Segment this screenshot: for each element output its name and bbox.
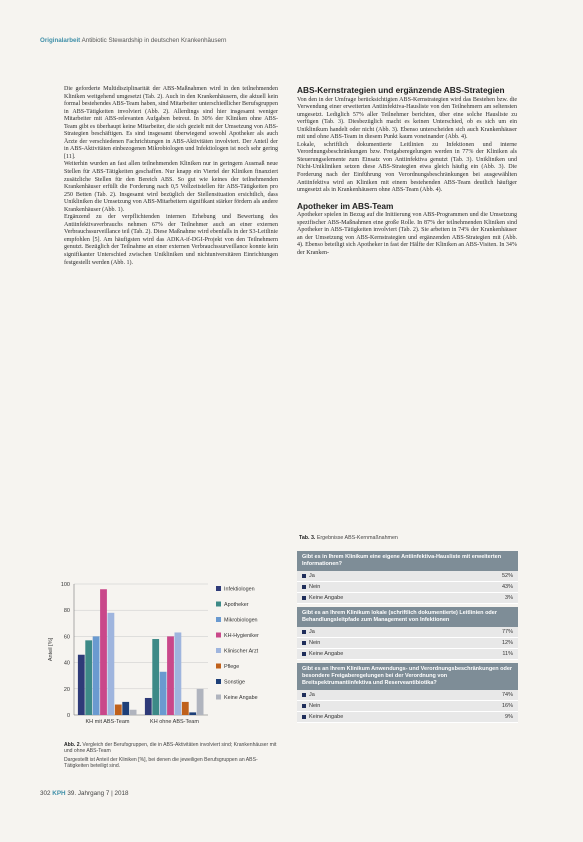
legend-label: Pflege [224,664,240,670]
bar [167,636,174,715]
bar [189,712,196,715]
table-row [297,701,518,712]
y-tick-label: 20 [63,686,70,693]
y-tick-label: 100 [60,582,70,588]
right-column [297,86,517,257]
bar [175,632,182,715]
y-tick-label: 0 [66,713,70,719]
table-row [297,649,518,660]
bar [130,710,137,715]
section-heading: Apotheker im ABS-Team [297,200,394,211]
paragraph: Apotheker spielen in Bezug auf die Initiierung von ABS-Programmen und die Umsetzung spezifischer ABS-Maßnahmen eine große Rolle. In 87% der teilnehmenden Kliniken sind Apotheker in ABS-Tätigkeiten involviert (Tab. 2). Sie arbeiten in 74% der Krankenhäuser an der Umsetzung von ABS-Kernstrategien und ergänzenden ABS-Strategien mit (Abb. 4). Ebenso beteiligt sich Apotheker in fast der Hälfte der Kliniken an ABS-Visiten. In 34% der Kranken- [297,212,517,256]
legend-label: KH-Hygieniker [224,633,259,639]
row-label [302,595,343,601]
row-label-text: Ja [309,573,315,579]
bar [78,655,85,715]
table-caption: Ergebnisse ABS-Kernmaßnahmen [316,535,398,541]
legend-swatch [216,695,221,700]
section-heading: ABS-Kernstrategien und ergänzende ABS-Strategien [297,85,505,95]
row-value: 74% [501,692,513,698]
table-label: Tab. 3. [299,535,316,541]
bar [182,702,189,715]
results-table [297,551,518,723]
paragraph: Weiterhin wurden an fast allen teilnehmenden Kliniken nur in geringem Ausmaß neue Stellen für ABS-Tätigkeiten geschaffen. Nur knapp ein Viertel der Kliniken finanziert zusätzliche Stellen für den Bereich ABS. So gut wie keines der teilnehmenden Krankenhäuser erfüllt die Forderung nach 0,5 Vollzeitstellen für ABS-Tätigkeiten pro 250 Betten (Tab. 2). Insgesamt wird bezüglich der Stellensituation ersichtlich, dass Unikliniken die Umsetzung von ABS-Mitarbeitern signifikant stärker fördern als andere Krankenhäuser (Abb. 1). [64,161,278,213]
row-label-text: Nein [309,640,321,646]
bullet-square-icon [302,693,306,697]
legend-label: Keine Angabe [224,695,258,701]
row-label-text: Nein [309,703,321,709]
bullet-square-icon [302,630,306,634]
table-row [297,690,518,701]
table-question: Gibt es an Ihrem Klinikum lokale (schriftlich dokumentierte) Leitlinien oder Behandlungsleitpfade zum Management von Infektionen [297,607,518,627]
legend-label: Apotheker [224,602,249,608]
legend-swatch [216,633,221,638]
paragraph: Lokale, schriftlich dokumentierte Leitlinien zu Infektionen und interne Verordnungsbeschränkungen bzw. Freigaberegelungen werden in 77% der Kliniken als Steuerungselemente zum Einsatz von Antiinfektiva genutzt (Tab. 3). Unikliniken und Nicht-Unikliniken setzen diese ABS-Strategien etwa gleich häufig ein (Abb. 3). Die Forderung nach der Einführung von Verordnungsbeschränkungen bei ausgewählten Antiinfektiva wird an Kliniken mit einem bestehenden ABS-Team deutlich häufiger umgesetzt als in Krankenhäusern ohne ABS-Team (Abb. 4). [297,141,517,194]
caption-note: Dargestellt ist Anteil der Kliniken [%], bei denen die jeweiligen Berufsgruppen an ABS-Tätigkeiten beteiligt sind. [64,756,258,770]
bullet-square-icon [302,715,306,719]
row-label [302,629,315,635]
row-label [302,692,315,698]
row-label-text: Keine Angabe [309,714,344,720]
bar [145,698,152,715]
table-title [299,535,398,541]
bar [85,640,92,715]
row-label [302,714,343,720]
bullet-square-icon [302,596,306,600]
bar [122,702,129,715]
legend-swatch [216,586,221,591]
table-row [297,593,518,604]
legend-swatch [216,648,221,653]
bar [100,589,107,715]
y-axis-label: Anteil [%] [48,637,54,662]
bullet-square-icon [302,641,306,645]
bar [160,672,167,715]
legend-label: Infektiologen [224,586,255,593]
row-value: 9% [505,714,513,720]
table-row [297,638,518,649]
row-label-text: Nein [309,584,321,590]
bar-chart [40,580,298,740]
row-label [302,703,320,709]
row-label [302,573,315,579]
chart-svg [40,580,298,740]
caption-label: Abb. 2. [64,742,81,748]
bullet-square-icon [302,704,306,708]
bar [93,636,100,715]
bullet-square-icon [302,585,306,589]
page-number: 302 [40,790,51,797]
y-tick-label: 40 [63,660,70,667]
header-topic: Antibiotic Stewardship in deutschen Krankenhäusern [81,37,227,44]
bullet-square-icon [302,574,306,578]
x-tick-label: KH ohne ABS-Team [150,719,199,725]
row-label-text: Keine Angabe [309,595,344,601]
running-header [40,37,226,44]
table-row [297,582,518,593]
table-question: Gibt es an Ihrem Klinikum Anwendungs- und Verordnungsbeschränkungen oder besondere Freigaberegelungen bei der Verordnung von Breitspektrumantiinfektiva und Reserveantibiotika? [297,663,518,690]
y-tick-label: 80 [63,608,70,615]
legend-swatch [216,664,221,669]
row-value: 16% [501,703,513,709]
row-label-text: Ja [309,692,315,698]
row-value: 12% [501,640,513,646]
paragraph: Ergänzend zu der verpflichtenden internen Erhebung und Bewertung des Antiinfektivaverbrauchs nehmen 67% der Teilnehmer auch an einer externen Verbrauchssurveillance teil (Tab. 2). Diese Maßnahme wird ebenfalls in der S3-Leitlinie empfohlen [5]. Am häufigsten wird das ADKA-if-DGI-Projekt von den Teilnehmern genutzt. Bezüglich der Teilnahme an einer externen Verbrauchssurveillance konnte kein signifikanter Unterschied zwischen Unikliniken und nichtuniversitären Einrichtungen festgestellt werden (Abb. 1). [64,214,278,266]
journal-issue: 39. Jahrgang 7 | 2018 [67,790,129,797]
legend-swatch [216,602,221,607]
paragraph: Von den in der Umfrage berücksichtigten ABS-Kernstrategien wird das Bestehen bzw. die Verwendung einer erweiterten Antiinfektiva-Hausliste von den Teilnehmern am seltensten umgesetzt. Lediglich 57% aller Teilnehmer berichten, über eine solche Hausliste zu verfügen (Tab. 3). Diesbezüglich macht es keinen Unterschied, ob es sich um ein Uniklinikum handelt oder nicht (Abb. 3). Ebenso unterscheiden sich auch Krankenhäuser mit und ohne ABS-Team in diesem Punkt kaum voneinander (Abb. 4). [297,96,517,141]
x-tick-label: KH mit ABS-Team [85,719,130,725]
bar [152,639,159,715]
bar [108,613,115,715]
legend-swatch [216,617,221,622]
row-label [302,584,320,590]
legend-label: Mikrobiologen [224,617,258,624]
table-question: Gibt es in Ihrem Klinikum eine eigene Antiinfektiva-Hausliste mit erweiterten Informationen? [297,551,518,571]
row-label-text: Keine Angabe [309,651,344,657]
row-label [302,651,343,657]
legend-label: Sonstige [224,679,245,686]
bullet-square-icon [302,652,306,656]
figure-caption [64,742,278,772]
row-label-text: Ja [309,629,315,635]
row-value: 52% [501,573,513,579]
journal-name: KPH [52,790,66,797]
row-value: 43% [501,584,513,590]
table-row [297,627,518,638]
table-row [297,712,518,723]
row-label [302,640,320,646]
caption-text: Vergleich der Berufsgruppen, die in ABS-Aktivitäten involviert sind; Krankenhäuser mit und ohne ABS-Team [64,742,277,755]
row-value: 3% [505,595,513,601]
bar [197,689,204,715]
y-tick-label: 60 [63,634,70,641]
legend-swatch [216,679,221,684]
left-column [64,86,278,267]
legend-label: Klinischer Arzt [224,648,259,655]
page-footer [40,790,128,797]
section-label: Originalarbeit [40,37,81,44]
bar [115,705,122,715]
row-value: 11% [502,651,513,657]
paragraph: Die geforderte Multidisziplinarität der ABS-Maßnahmen wird in den teilnehmenden Kliniken weitgehend umgesetzt (Tab. 2). Auch in den Krankenhäusern, die aktuell kein formal bestehendes ABS-Team haben, sind Mitarbeiter unterschiedlicher Berufsgruppen in ABS-Tätigkeiten involviert (Abb. 2). Allerdings sind hier insgesamt weniger Mitarbeiter mit ABS-relevanten Aufgaben betreut. In 30% der Kliniken ohne ABS-Team gibt es überhaupt keine Mitarbeiter, die sich gezielt mit der Umsetzung von ABS-Strategien beschäftigen. Es sind insgesamt überwiegend sowohl Apotheker als auch Ärzte der verschiedenen Fachrichtungen in ABS-Aktivitäten involviert. Der Anteil der in ABS-Aktivitäten einbezogenen Mikrobiologen und Infektiologen ist noch sehr gering [11]. [64,86,278,160]
row-value: 77% [501,629,513,635]
table-row [297,571,518,582]
